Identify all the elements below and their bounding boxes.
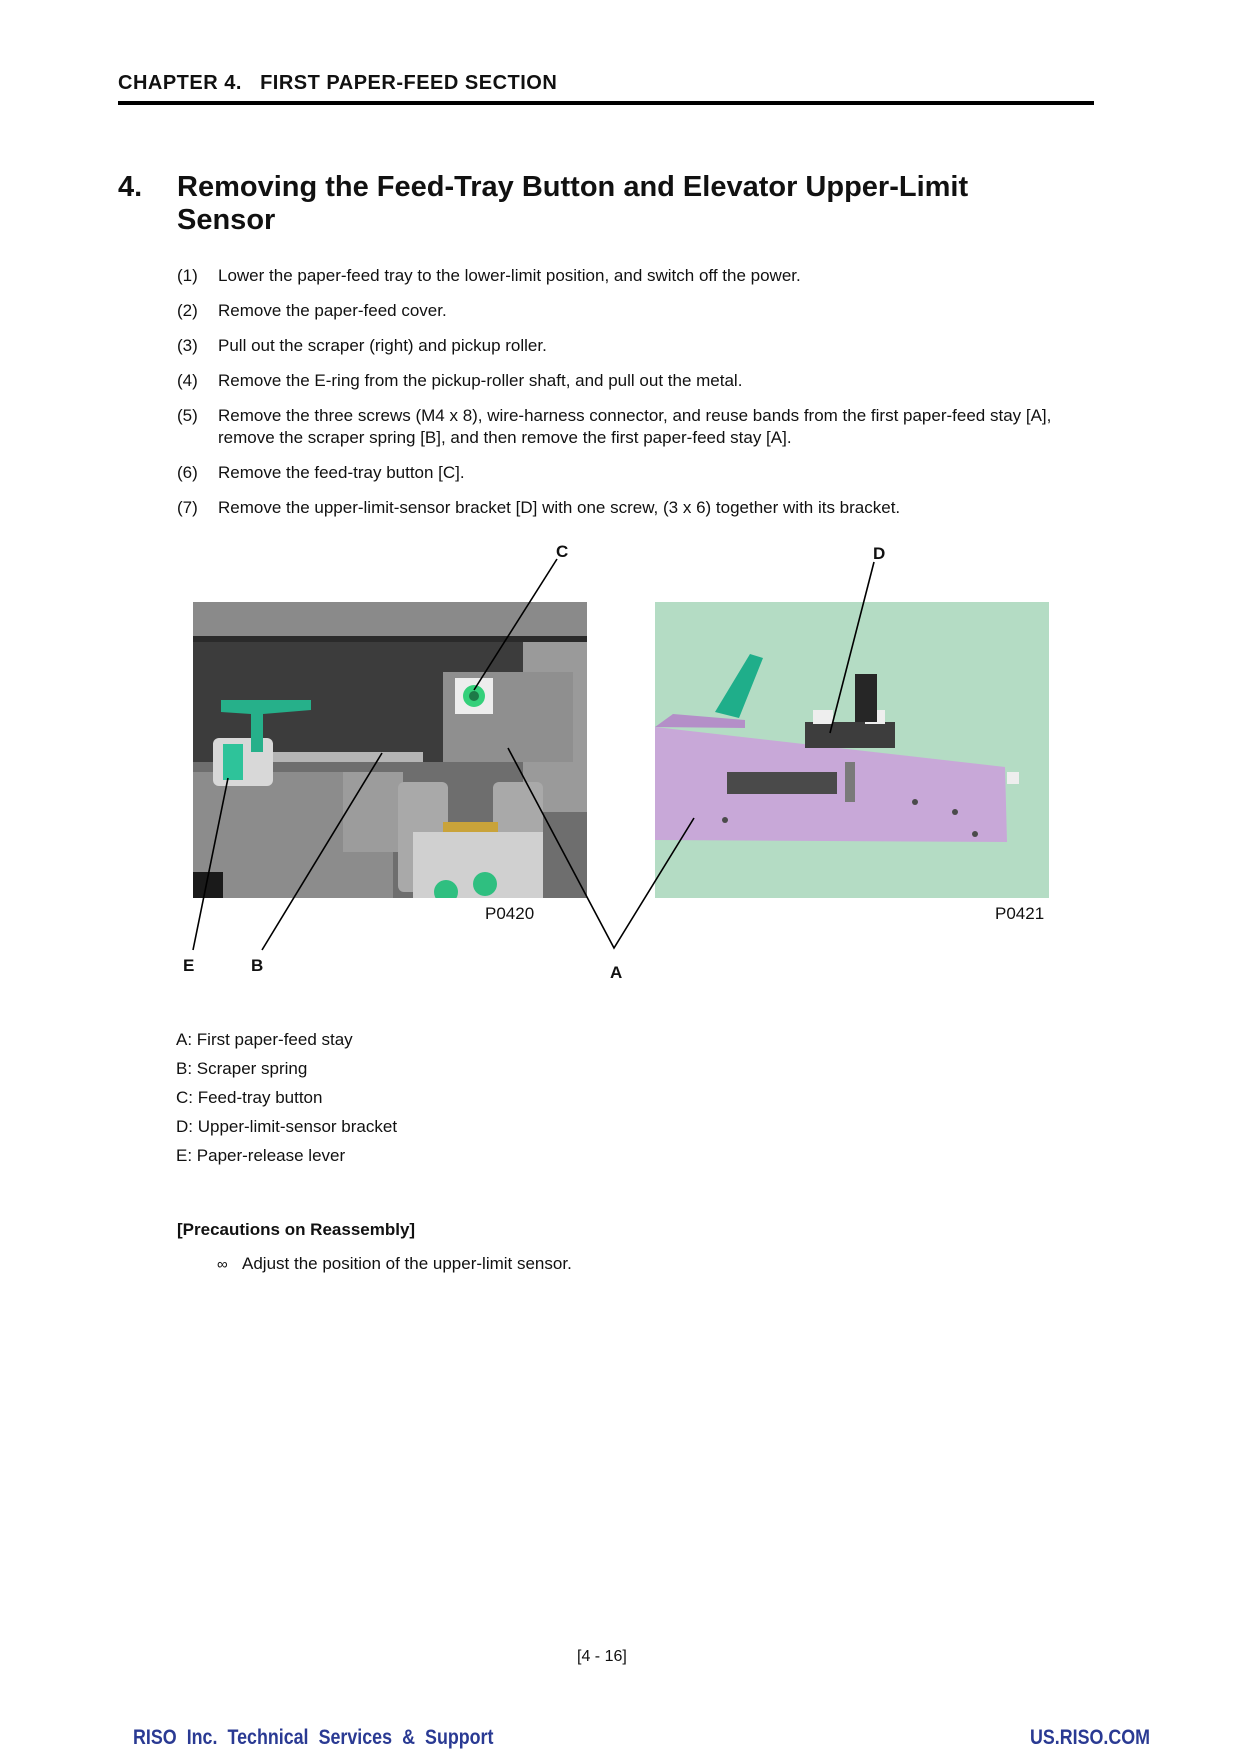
step-number: (3) (177, 336, 198, 355)
step-text: Pull out the scraper (right) and pickup roller. (218, 336, 547, 355)
page-number: [4 - 16] (577, 1648, 627, 1665)
step-text: Remove the upper-limit-sensor bracket [D] with one screw, (3 x 6) together with its bracket. (218, 498, 901, 517)
step-number: (6) (177, 463, 198, 482)
legend-item-a: A: First paper-feed stay (176, 1030, 353, 1049)
precaution-item: Adjust the position of the upper-limit sensor. (242, 1254, 572, 1273)
step-number: (4) (177, 371, 198, 390)
step-text: Remove the three screws (M4 x 8), wire-harness connector, and reuse bands from the first paper-feed stay [A], remove the scraper spring [B], and then remove the first paper-feed stay [A]. (218, 406, 1052, 447)
section-number: 4. (118, 171, 143, 203)
callout-b: B (251, 956, 264, 975)
legend-item-c: C: Feed-tray button (176, 1088, 323, 1107)
step-number: (1) (177, 266, 198, 285)
step-text: Remove the paper-feed cover. (218, 301, 447, 320)
footer-website-link[interactable]: US.RISO.COM (1030, 1726, 1151, 1749)
chapter-header: CHAPTER 4. FIRST PAPER-FEED SECTION (118, 72, 558, 94)
callout-a: A (610, 963, 623, 982)
step-text: Remove the feed-tray button [C]. (218, 463, 465, 482)
step-text: Lower the paper-feed tray to the lower-limit position, and switch off the power. (218, 266, 801, 285)
bullet-symbol: ∞ (217, 1256, 228, 1273)
callout-e: E (183, 956, 195, 975)
step-number: (7) (177, 498, 198, 517)
photo-caption-p0420: P0420 (485, 904, 535, 923)
photo-caption-p0421: P0421 (995, 904, 1045, 923)
legend-item-d: D: Upper-limit-sensor bracket (176, 1117, 398, 1136)
footer-company: RISO Inc. Technical Services & Support (133, 1726, 494, 1749)
legend-item-b: B: Scraper spring (176, 1059, 308, 1078)
callout-c: C (556, 542, 569, 561)
precautions-heading: [Precautions on Reassembly] (177, 1220, 416, 1239)
section-title: Removing the Feed-Tray Button and Elevator Upper-Limit Sensor (177, 171, 969, 236)
step-number: (2) (177, 301, 198, 320)
step-text: Remove the E-ring from the pickup-roller shaft, and pull out the metal. (218, 371, 743, 390)
legend-item-e: E: Paper-release lever (176, 1146, 346, 1165)
step-number: (5) (177, 406, 198, 425)
callout-d: D (873, 544, 886, 563)
